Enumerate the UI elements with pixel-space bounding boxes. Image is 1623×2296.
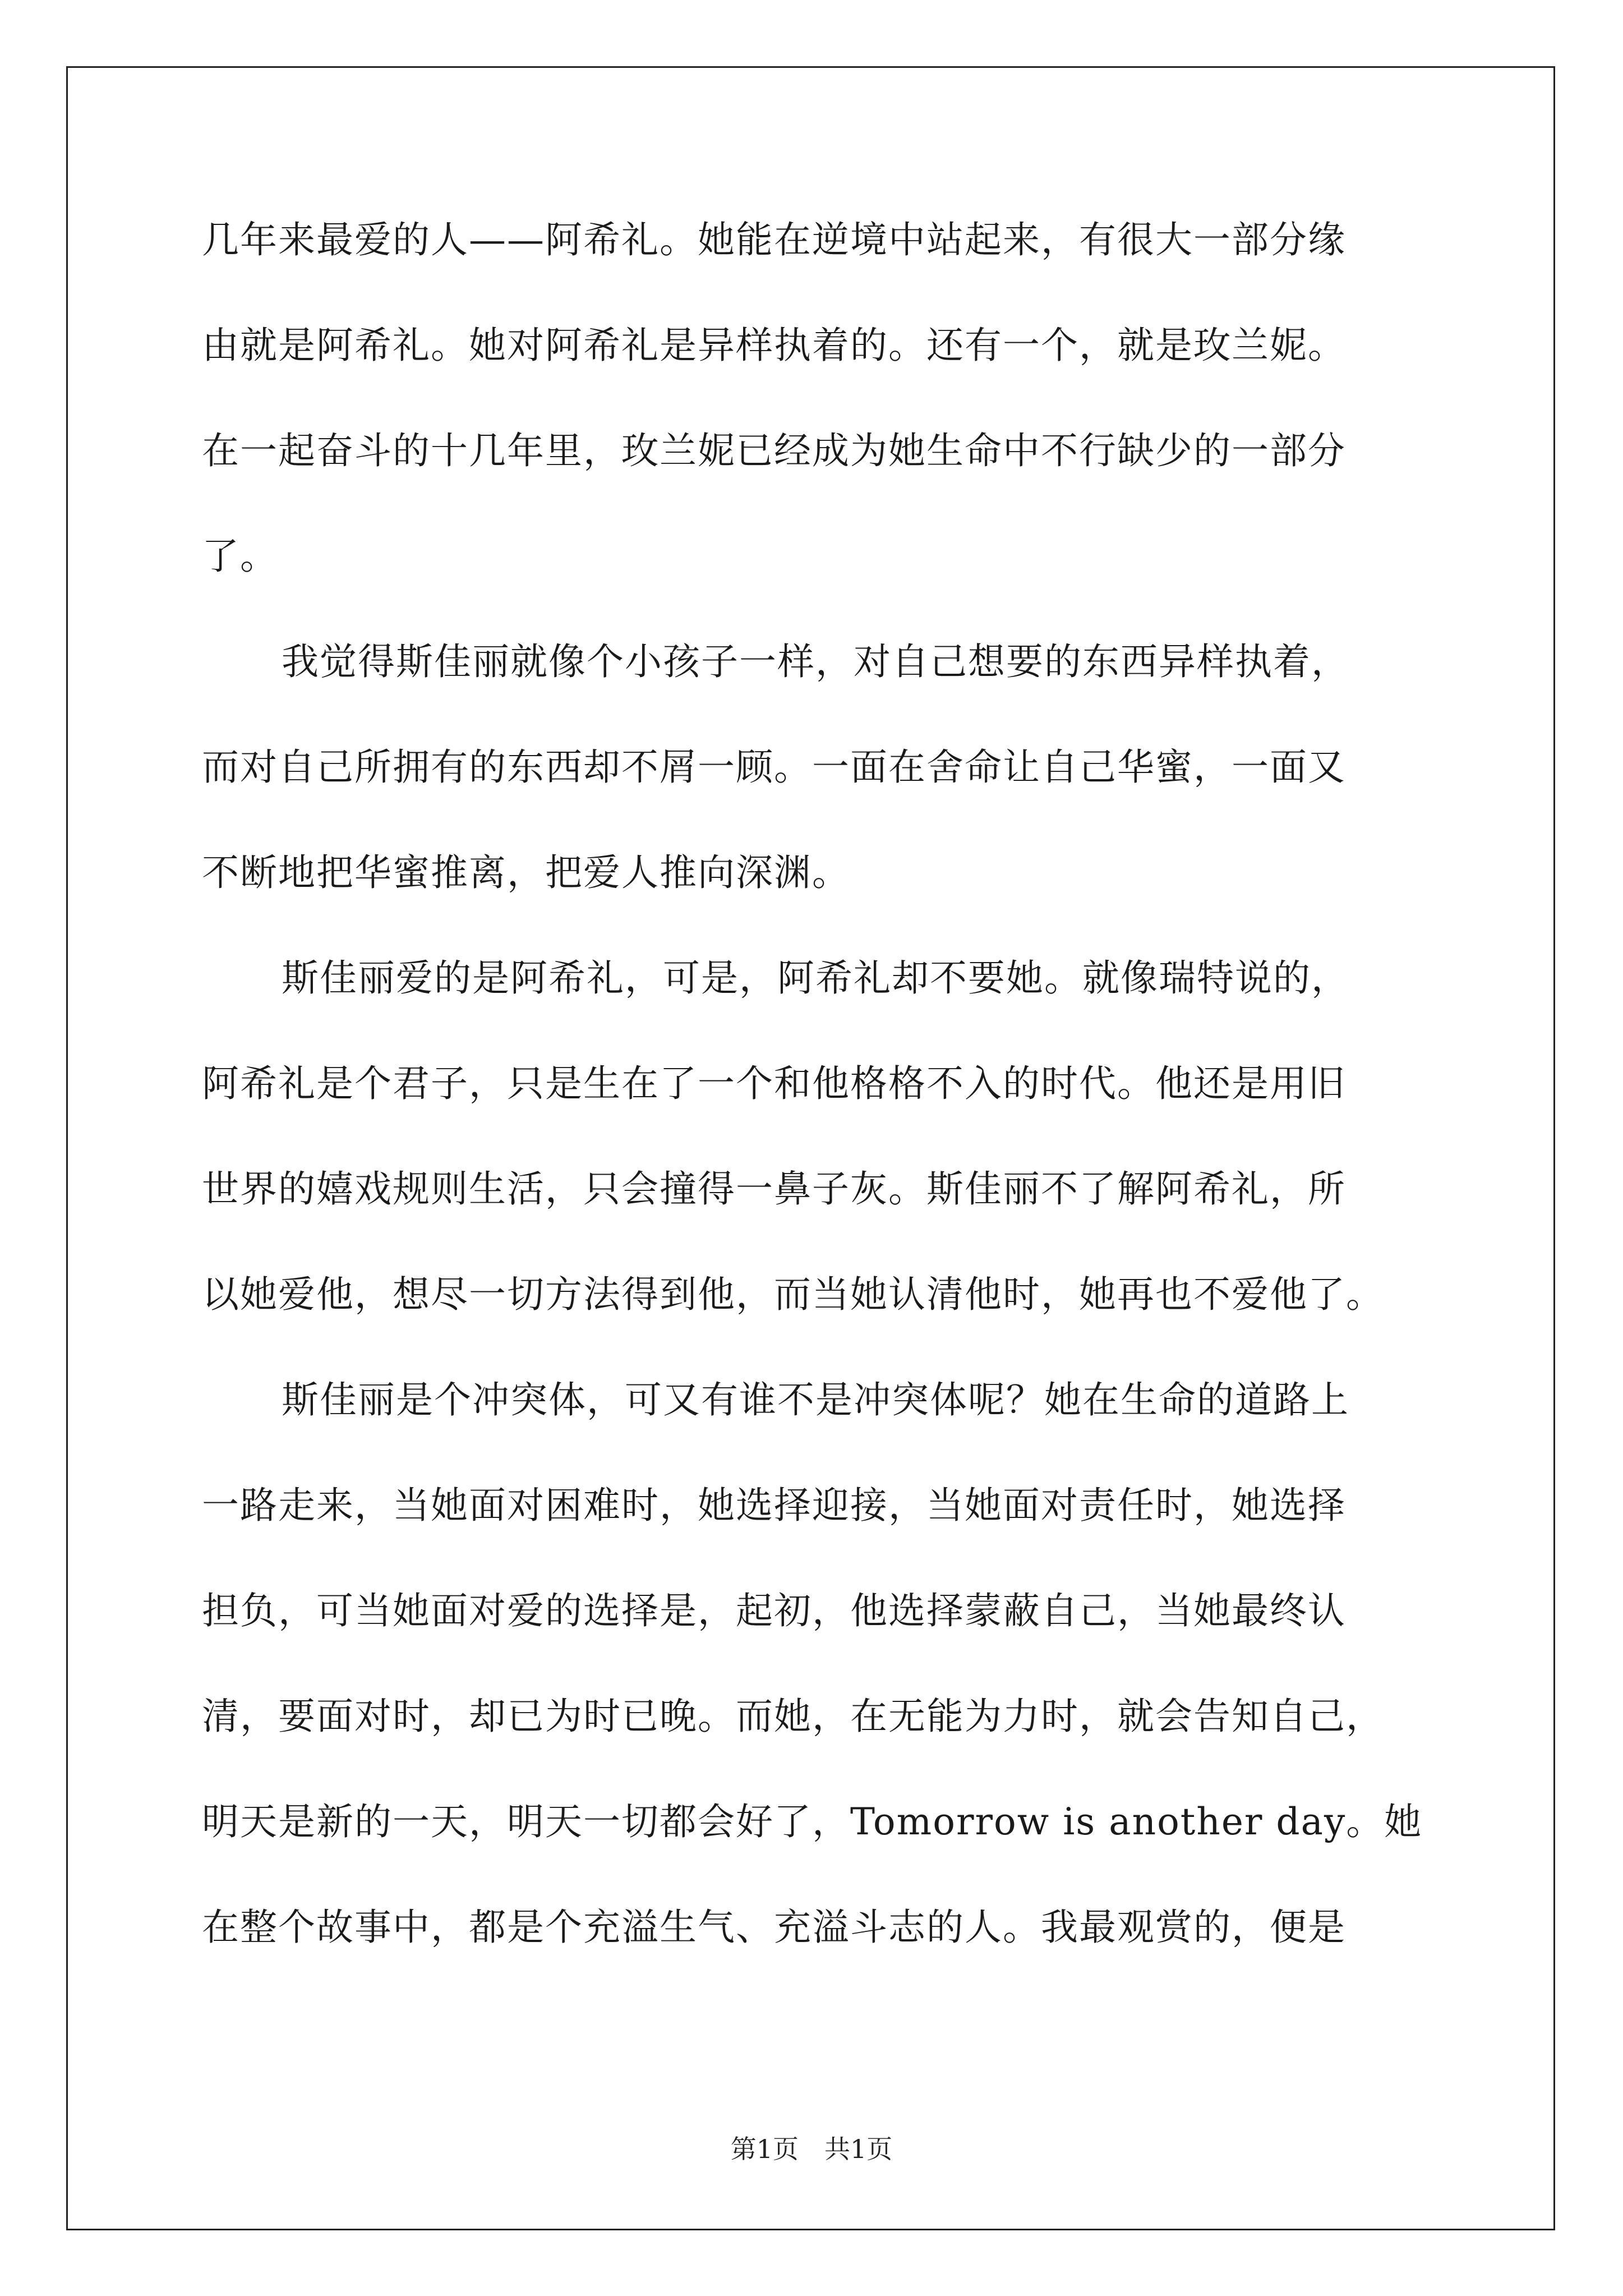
page-footer: 第1页 共1页: [730, 2134, 893, 2164]
text-line: 几年来最爱的人——阿希礼。她能在逆境中站起来，有很大一部分缘: [202, 218, 1346, 261]
text-line: 以她爱他，想尽一切方法得到他，而当她认清他时，她再也不爱他了。: [202, 1273, 1384, 1316]
paragraph-first-line: 斯佳丽爱的是阿希礼，可是，阿希礼却不要她。就像瑞特说的，: [282, 956, 1349, 1000]
text-line: 阿希礼是个君子，只是生在了一个和他格格不入的时代。他还是用旧: [202, 1062, 1346, 1105]
text-line: 一路走来，当她面对困难时，她选择迎接，当她面对责任时，她选择: [202, 1484, 1346, 1527]
text-line: 在整个故事中，都是个充溢生气、充溢斗志的人。我最观赏的，便是: [202, 1906, 1346, 1949]
text-line: 世界的嬉戏规则生活，只会撞得一鼻子灰。斯佳丽不了解阿希礼，所: [202, 1167, 1346, 1211]
text-line: 清，要面对时，却已为时已晚。而她，在无能为力时，就会告知自己，: [202, 1695, 1384, 1738]
text-line: 由就是阿希礼。她对阿希礼是异样执着的。还有一个，就是玫兰妮。: [202, 324, 1346, 367]
text-line: 了。: [202, 535, 278, 578]
text-line: 而对自己所拥有的东西却不屑一顾。一面在舍命让自己华蜜，一面又: [202, 746, 1346, 789]
paragraph-first-line: 我觉得斯佳丽就像个小孩子一样，对自己想要的东西异样执着，: [282, 640, 1349, 683]
text-line: 不断地把华蜜推离，把爱人推向深渊。: [202, 851, 850, 894]
text-line: 在一起奋斗的十几年里，玫兰妮已经成为她生命中不行缺少的一部分: [202, 429, 1346, 472]
paragraph-first-line: 斯佳丽是个冲突体，可又有谁不是冲突体呢？她在生命的道路上: [282, 1378, 1349, 1421]
text-line: 担负，可当她面对爱的选择是，起初，他选择蒙蔽自己，当她最终认: [202, 1589, 1346, 1632]
text-line: 明天是新的一天，明天一切都会好了，Tomorrow is another day。她: [202, 1800, 1423, 1843]
